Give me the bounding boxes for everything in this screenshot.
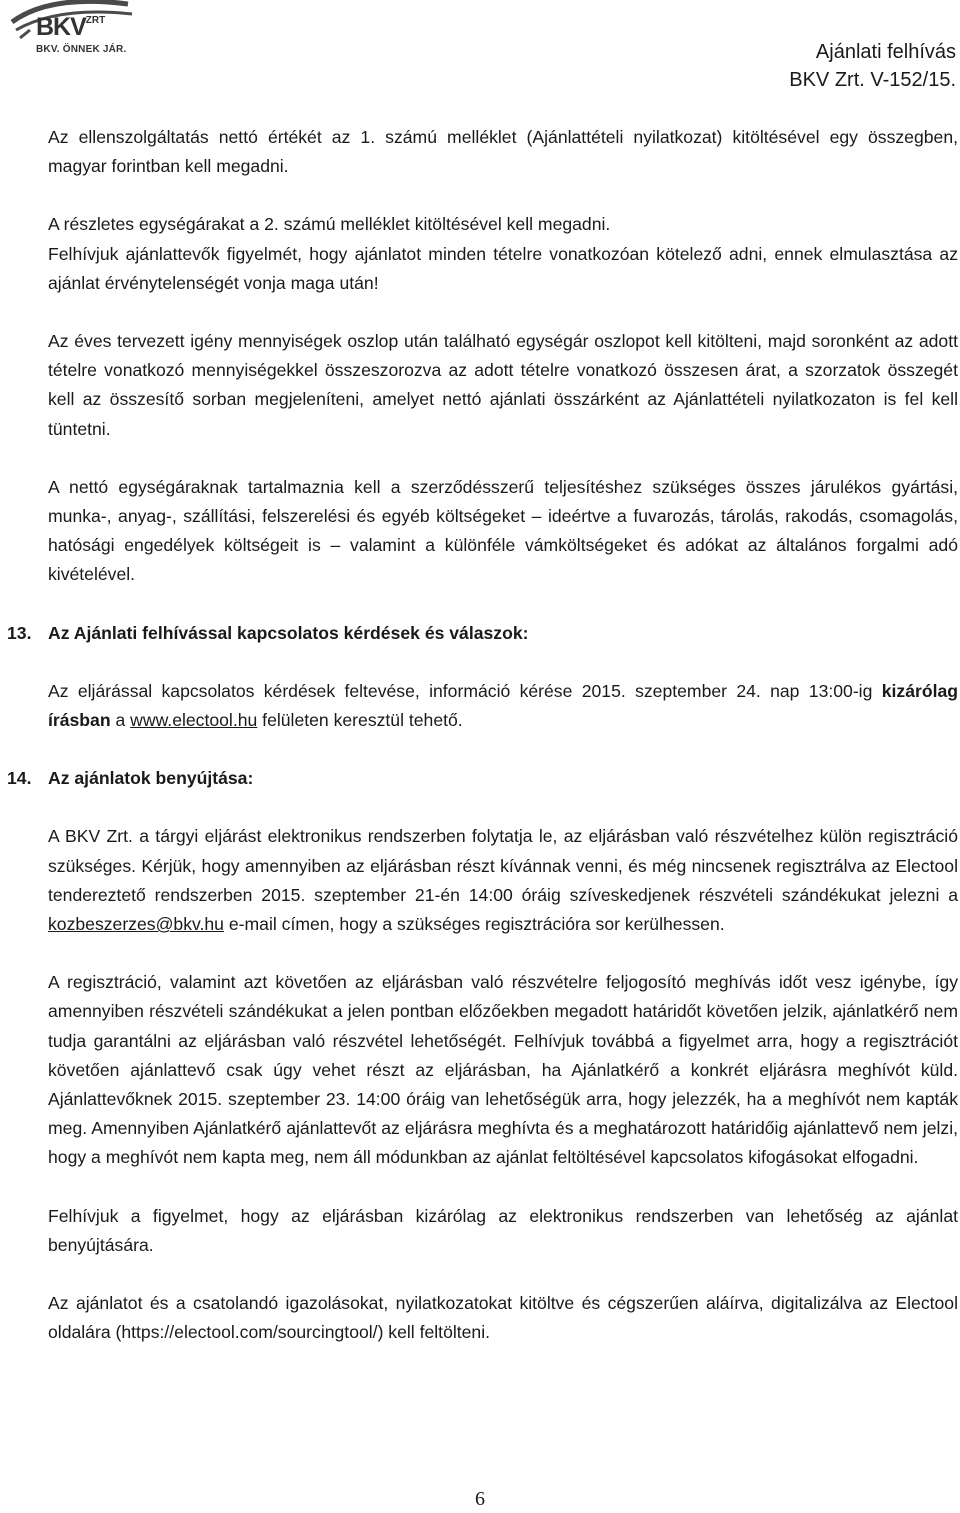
logo-brand-text: $BKV^{ZRT}$ xyxy=(36,13,106,41)
section-title: Az Ajánlati felhívással kapcsolatos kérdések és válaszok: xyxy=(48,622,529,643)
email-link[interactable]: kozbeszerzes@bkv.hu xyxy=(48,914,224,935)
section-14-heading xyxy=(7,764,958,793)
section-number: 13. xyxy=(7,622,32,643)
paragraph: Az ellenszolgáltatás nettó értékét az 1. számú melléklet (Ajánlattételi nyilatkozat) kitöltésével egy összegben, magyar forintban kell megadni. xyxy=(48,127,958,177)
paragraph: Felhívjuk a figyelmet, hogy az eljárásban kizárólag az elektronikus rendszerben van lehetőség az ajánlat benyújtására. xyxy=(48,1205,958,1255)
paragraph: Felhívjuk ajánlattevők figyelmét, hogy ajánlatot minden tételre vonatkozóan kötelező adni, ennek elmulasztása az ajánlat érvénytelenségét vonja maga után! xyxy=(48,243,958,293)
emphasis: kizárólag írásban xyxy=(48,680,958,731)
paragraph: A nettó egységáraknak tartalmaznia kell a szerződésszerű teljesítéshez szükséges összes járulékos gyártási, munka-, anyag-, szállítási, felszerelési és egyéb költségeket – ideértve a fuvarozás, tárolás, rakodás, csomagolás, hatósági engedélyek költségeit is – valamint a különféle vámköltségeket és adókat az általános forgalmi adó kivételével. xyxy=(48,476,958,585)
paragraph: A BKV Zrt. a tárgyi eljárást elektronikus rendszerben folytatja le, az eljárásban való részvételhez külön regisztráció szükséges. Kérjük, hogy amennyiben az eljárásban részt kívánnak venni, és még nincsenek regisztrálva az Electool tendereztető rendszerben 2015. szeptember 21-én 14:00 óráig szíveskedjenek részvételi szándékukat jelezni a kozbeszerzes@bkv.hu e-mail címen, hogy a szükséges regisztrációra sor kerülhessen. xyxy=(48,826,958,935)
paragraph: Az ajánlatot és a csatolandó igazolásokat, nyilatkozatokat kitöltve és cégszerűen aláírva, digitalizálva az Electool oldalára (https://electool.com/sourcingtool/) kell feltölteni. xyxy=(48,1293,958,1343)
document-title: Ajánlati felhívás xyxy=(815,41,956,63)
paragraph: Az eljárással kapcsolatos kérdések feltevése, információ kérése 2015. szeptember 24. nap 13:00-ig kizárólag írásban a www.electool.hu felületen keresztül tehető. xyxy=(48,680,958,731)
document-header xyxy=(789,38,956,94)
document-reference: BKV Zrt. V-152/15. xyxy=(789,69,956,91)
section-title: Az ajánlatok benyújtása: xyxy=(48,768,254,789)
section-number: 14. xyxy=(7,768,32,789)
logo-tagline: BKV. ÖNNEK JÁR. xyxy=(36,44,127,55)
paragraph: A regisztráció, valamint azt követően az eljárásban való részvételre feljogosító meghívás időt vesz igénybe, így amennyiben részvételi szándékukat a jelen pontban előzőekben megadott határidőt követően jelzik, ajánlatkérő nem tudja garantálni az eljárásban való részvétel lehetőségét. Felhívjuk továbbá a figyelmet arra, hogy a regisztrációt követően ajánlattevő csak úgy vehet részt az eljárásban, ha Ajánlatkérő a konkrét eljárásra meghívót küld. Ajánlattevőknek 2015. szeptember 23. 14:00 óráig van lehetőségük arra, hogy jelezzék, ha a meghívót nem kapták meg. Amennyiben Ajánlatkérő ajánlattevőt az eljárásra meghívta és a meghatározott határidőig ajánlattevő nem jelzi, hogy a meghívót nem kapta meg, nem áll módunkban az ajánlat feltöltésével kapcsolatos kifogásokat elfogadni. xyxy=(48,972,958,1168)
page-number: 6 xyxy=(475,1488,485,1510)
electool-link[interactable]: www.electool.hu xyxy=(130,710,258,731)
paragraph: Az éves tervezett igény mennyiségek oszlop után található egységár oszlopot kell kitölteni, majd soronként az adott tételre vonatkozó mennyiségekkel összeszorozva az adott tételre vonatkozó összesen árat, a szorzatok összegét kell az összesítő sorban megjeleníteni, amelyet nettó ajánlati összárként az Ajánlattételi nyilatkozaton is fel kell tüntetni. xyxy=(48,331,958,439)
bkv-logo xyxy=(10,0,135,62)
paragraph: A részletes egységárakat a 2. számú melléklet kitöltésével kell megadni. xyxy=(48,214,611,235)
document-body xyxy=(7,123,958,1348)
section-13-heading xyxy=(7,619,958,648)
